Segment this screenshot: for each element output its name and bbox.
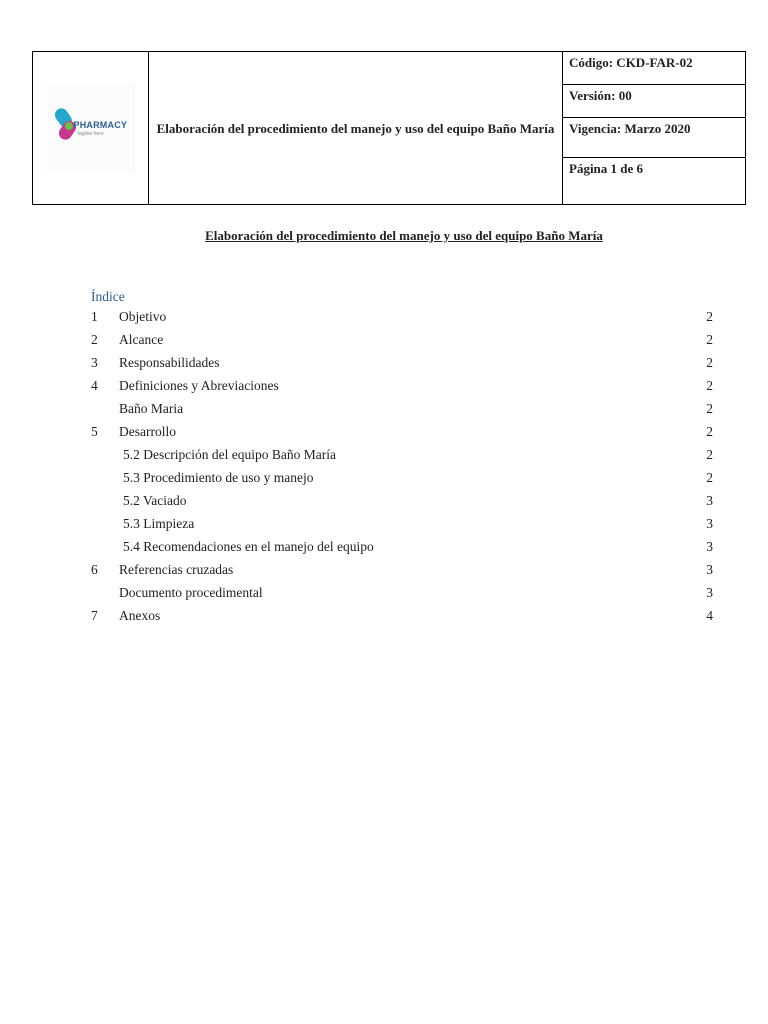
- toc-entry-title: Documento procedimental: [119, 585, 263, 600]
- document-code: Código: CKD-FAR-02: [563, 52, 746, 85]
- toc-entry-page: 2: [706, 424, 713, 439]
- toc-entry[interactable]: [91, 308, 713, 331]
- toc-entry-title: Objetivo: [119, 309, 167, 324]
- toc-entry-page: 3: [706, 539, 713, 554]
- header-title: Elaboración del procedimiento del manejo y uso del equipo Baño María: [149, 52, 563, 205]
- toc-entry-page: 2: [706, 470, 713, 485]
- toc-entry[interactable]: [91, 469, 713, 492]
- document-validity: Vigencia: Marzo 2020: [563, 118, 746, 158]
- toc-entry-title: Anexos: [119, 608, 161, 623]
- toc-entry[interactable]: [91, 354, 713, 377]
- toc-entry[interactable]: [91, 446, 713, 469]
- toc-entry-title: 5.4 Recomendaciones en el manejo del equipo: [123, 539, 374, 554]
- toc-entry-title: 5.2 Vaciado: [123, 493, 187, 508]
- toc-entry-page: 2: [706, 309, 713, 324]
- toc-entry-page: 2: [706, 447, 713, 462]
- toc-entry-page: 2: [706, 378, 713, 393]
- toc-entry[interactable]: [91, 538, 713, 561]
- toc-entry-number: 4: [91, 378, 98, 393]
- toc-entry-number: 5: [91, 424, 98, 439]
- toc-entry-title: 5.3 Procedimiento de uso y manejo: [123, 470, 314, 485]
- toc-entry-title: Alcance: [119, 332, 164, 347]
- toc-entry-title: Desarrollo: [119, 424, 176, 439]
- toc-entry[interactable]: [91, 423, 713, 446]
- toc-entry-title: Baño Maria: [119, 401, 184, 416]
- toc-entry-title: 5.2 Descripción del equipo Baño María: [123, 447, 336, 462]
- logo-cell: [33, 52, 149, 205]
- index-heading: Índice: [91, 289, 125, 304]
- toc-entry-page: 4: [706, 608, 713, 623]
- toc-entry[interactable]: [91, 515, 713, 538]
- toc-entry-number: 6: [91, 562, 98, 577]
- toc-entry-title: Responsabilidades: [119, 355, 220, 370]
- table-of-contents: [91, 308, 713, 630]
- logo-brand: PHARMACY: [73, 120, 128, 130]
- toc-entry-page: 3: [706, 493, 713, 508]
- toc-entry[interactable]: [91, 584, 713, 607]
- toc-entry[interactable]: [91, 377, 713, 400]
- toc-entry-page: 3: [706, 585, 713, 600]
- toc-entry[interactable]: [91, 607, 713, 630]
- document-title: Elaboración del procedimiento del manejo y uso del equipo Baño María: [205, 228, 603, 243]
- toc-entry-page: 3: [706, 562, 713, 577]
- toc-entry-number: 1: [91, 309, 98, 324]
- toc-entry-title: Referencias cruzadas: [119, 562, 234, 577]
- toc-entry-number: 3: [91, 355, 98, 370]
- toc-entry-page: 3: [706, 516, 713, 531]
- document-header: [32, 51, 746, 205]
- logo-tagline: tagline here: [77, 131, 104, 137]
- toc-entry-page: 2: [706, 355, 713, 370]
- toc-entry[interactable]: [91, 400, 713, 423]
- toc-entry-number: 2: [91, 332, 98, 347]
- toc-entry-page: 2: [706, 401, 713, 416]
- pharmacy-logo: [47, 84, 135, 172]
- document-version: Versión: 00: [563, 85, 746, 118]
- toc-entry-page: 2: [706, 332, 713, 347]
- toc-entry-number: 7: [91, 608, 98, 623]
- toc-entry[interactable]: [91, 331, 713, 354]
- toc-entry[interactable]: [91, 561, 713, 584]
- toc-entry-title: Definiciones y Abreviaciones: [119, 378, 279, 393]
- toc-entry[interactable]: [91, 492, 713, 515]
- page-number: Página 1 de 6: [563, 158, 746, 205]
- toc-entry-title: 5.3 Limpieza: [123, 516, 195, 531]
